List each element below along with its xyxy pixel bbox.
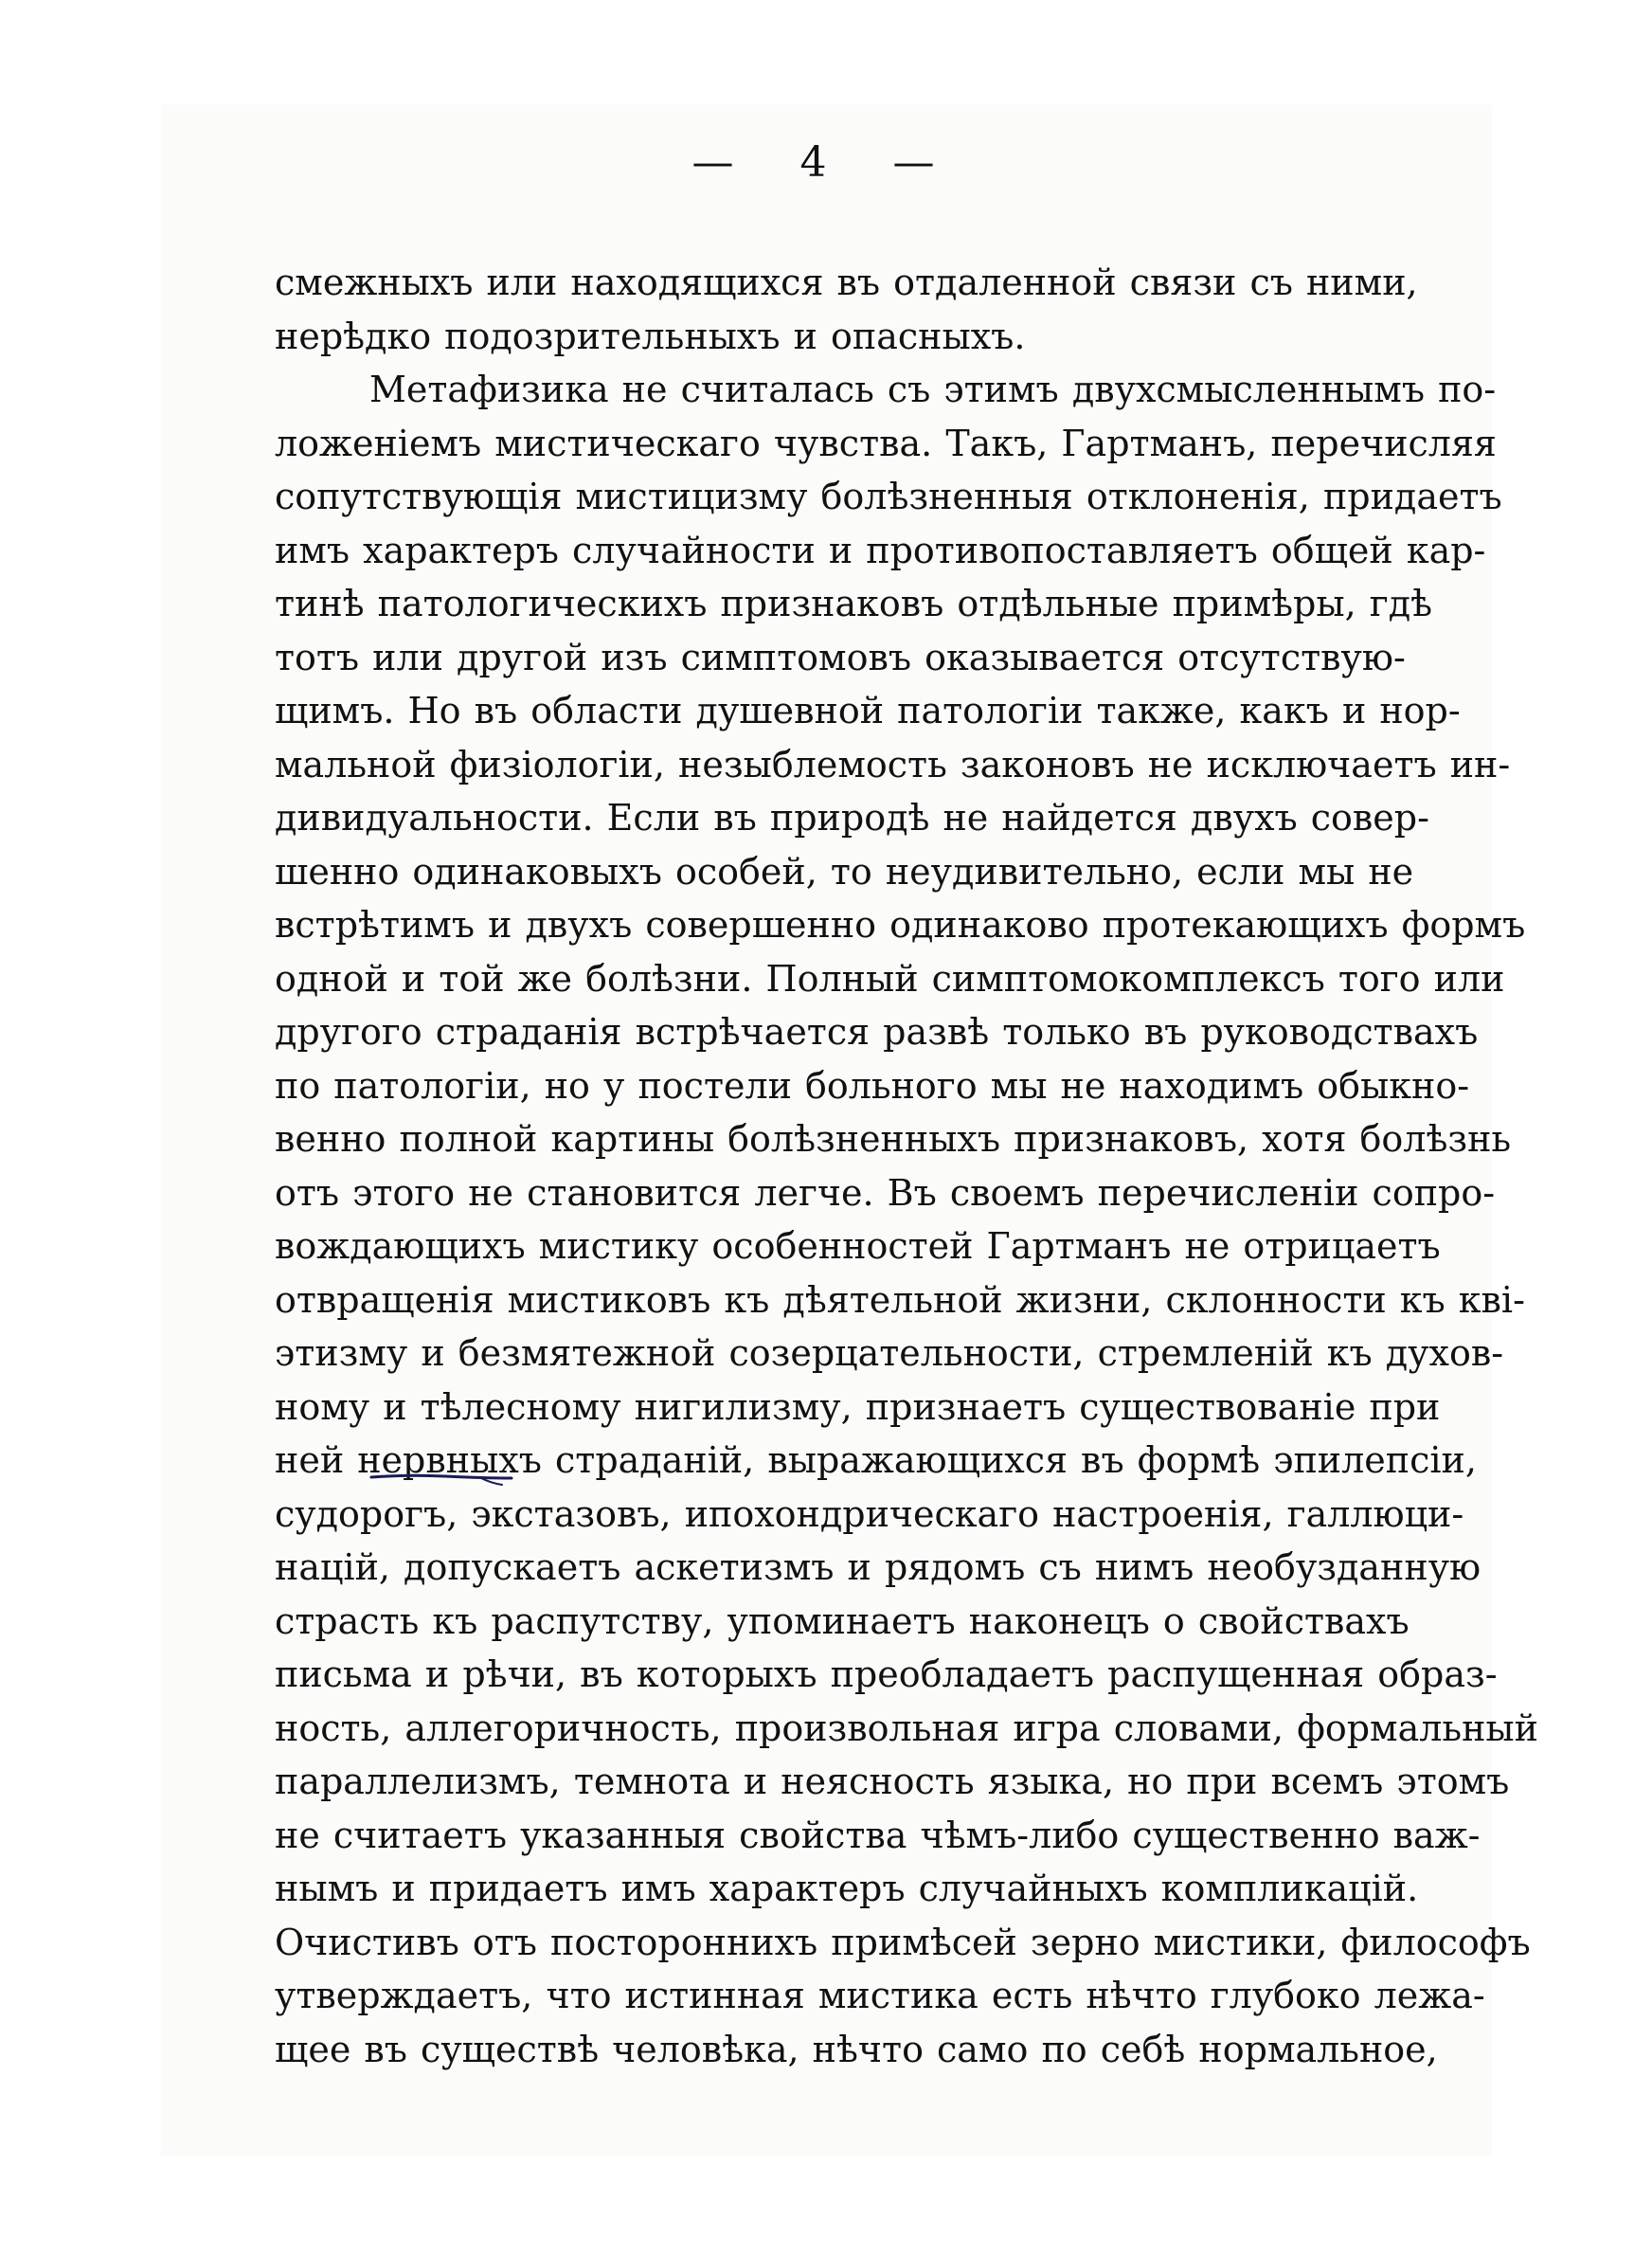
text-line: отъ этого не становится легче. Въ своемъ перечисленіи сопро-	[275, 1171, 1496, 1214]
text-line: вождающихъ мистику особенностей Гартманъ не отрицаетъ	[275, 1225, 1441, 1267]
text-line: судорогъ, экстазовъ, ипохондрическаго настроенія, галлюци-	[275, 1492, 1464, 1535]
text-line: Очистивъ отъ постороннихъ примѣсей зерно мистики, философъ	[275, 1921, 1531, 1963]
text-line: письма и рѣчи, въ которыхъ преобладаетъ распущенная образ-	[275, 1653, 1498, 1695]
text-line: имъ характеръ случайности и противопоставляетъ общей кар-	[275, 529, 1486, 571]
text-line: нымъ и придаетъ имъ характеръ случайныхъ компликацій.	[275, 1868, 1419, 1909]
text-line: этизму и безмятежной созерцательности, стремленій къ духов-	[275, 1332, 1504, 1374]
text-line: тинѣ патологическихъ признаковъ отдѣльные примѣры, гдѣ	[275, 583, 1433, 624]
page-number-header: — 4 —	[691, 138, 961, 187]
text-line: сопутствующія мистицизму болѣзненныя отклоненія, придаетъ	[275, 476, 1502, 517]
text-line: щее въ существѣ человѣка, нѣчто само по себѣ нормальное,	[275, 2028, 1438, 2070]
handwritten-underline-mark	[369, 1470, 513, 1487]
text-line: не считаетъ указанныя свойства чѣмъ-либо существенно важ-	[275, 1814, 1481, 1856]
text-line: дивидуальности. Если въ природѣ не найдется двухъ совер-	[275, 797, 1429, 839]
text-line: ней нервныхъ страданій, выражающихся въ формѣ эпилепсіи,	[275, 1439, 1477, 1481]
text-line: ложеніемъ мистическаго чувства. Такъ, Гартманъ, перечисляя	[275, 422, 1497, 464]
text-line: націй, допускаетъ аскетизмъ и рядомъ съ нимъ необузданную	[275, 1546, 1481, 1588]
text-line: ность, аллегоричность, произвольная игра словами, формальный	[275, 1706, 1538, 1749]
text-line: другого страданія встрѣчается развѣ только въ руководствахъ	[275, 1011, 1479, 1053]
text-line: венно полной картины болѣзненныхъ признаковъ, хотя болѣзнь	[275, 1118, 1512, 1160]
text-line: отвращенія мистиковъ къ дѣятельной жизни, склонности къ кві-	[275, 1278, 1525, 1321]
text-line: смежныхъ или находящихся въ отдаленной связи съ ними,	[275, 262, 1418, 303]
text-line: параллелизмъ, темнота и неясность языка, но при всемъ этомъ	[275, 1760, 1510, 1802]
text-line: утверждаетъ, что истинная мистика есть нѣчто глубоко лежа-	[275, 1975, 1485, 2016]
text-line: встрѣтимъ и двухъ совершенно одинаково протекающихъ формъ	[275, 904, 1526, 946]
text-line: мальной физіологіи, незыблемость законовъ не исключаетъ ин-	[275, 743, 1511, 785]
paragraph-start-line: Метафизика не считалась съ этимъ двухсмысленнымъ по-	[369, 369, 1497, 410]
page-text-block	[275, 256, 1538, 2076]
text-line: щимъ. Но въ области душевной патологіи также, какъ и нор-	[275, 690, 1461, 731]
text-line: страсть къ распутству, упоминаетъ наконецъ о свойствахъ	[275, 1599, 1410, 1642]
text-line: шенно одинаковыхъ особей, то неудивительно, если мы не	[275, 850, 1414, 893]
text-line: тотъ или другой изъ симптомовъ оказывается отсутствую-	[275, 636, 1406, 678]
book-page	[161, 104, 1538, 2156]
text-line: нерѣдко подозрительныхъ и опасныхъ.	[275, 315, 1026, 357]
text-line: одной и той же болѣзни. Полный симптомокомплексъ того или	[275, 957, 1505, 1000]
text-line: ному и тѣлесному нигилизму, признаетъ существованіе при	[275, 1385, 1441, 1428]
text-line: по патологіи, но у постели больного мы не находимъ обыкно-	[275, 1064, 1470, 1107]
